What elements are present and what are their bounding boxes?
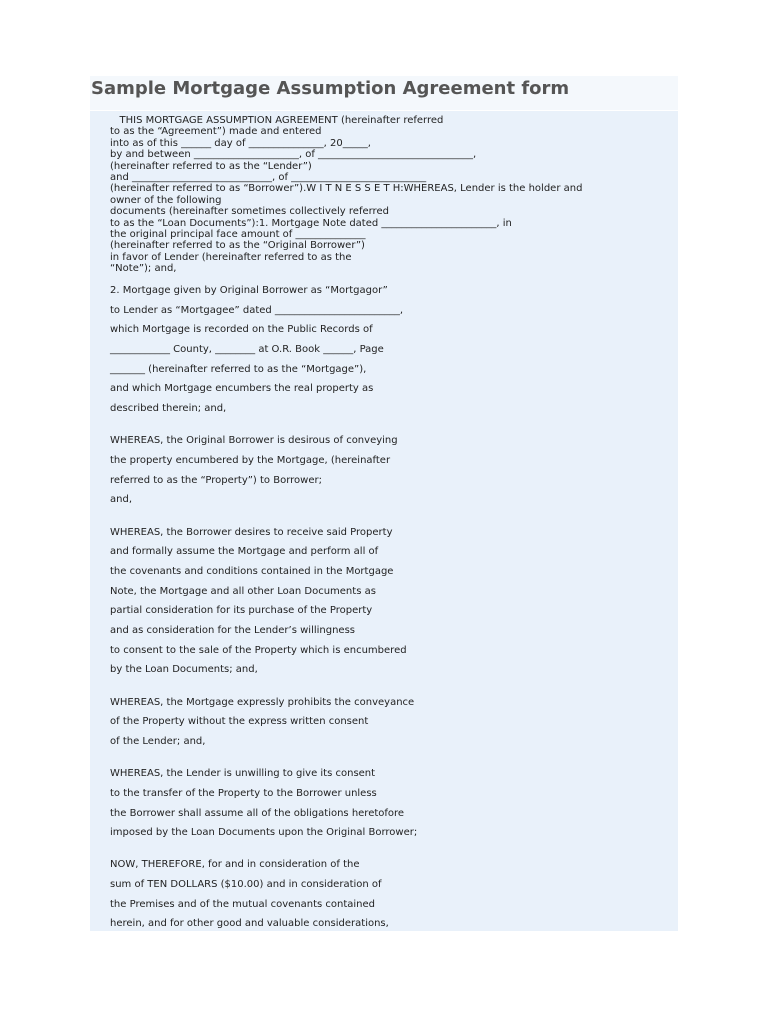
intro-line: (hereinafter referred to as the “Lender”) <box>110 160 312 172</box>
paragraph <box>110 693 417 752</box>
paragraph-line: NOW, THEREFORE, for and in consideration of the <box>110 859 360 871</box>
intro-line: (hereinafter referred to as “Borrower”).W I T N E S S E T H:WHEREAS, Lender is the holder and <box>110 183 583 195</box>
paragraph-line: imposed by the Loan Documents upon the Original Borrower; <box>110 827 418 839</box>
intro-line: (hereinafter referred to as the “Original Borrower”) <box>110 240 365 252</box>
paragraph-line: of the Lender; and, <box>110 735 206 747</box>
paragraph-line: described therein; and, <box>110 403 227 415</box>
paragraph-line: the Borrower shall assume all of the obligations heretofore <box>110 807 405 819</box>
intro-line: to as the “Agreement”) made and entered <box>110 126 322 138</box>
paragraph <box>110 281 417 419</box>
intro-line: to as the “Loan Documents”):1. Mortgage Note dated _______________________, in <box>110 217 512 229</box>
paragraph-line: and which Mortgage encumbers the real property as <box>110 383 374 395</box>
paragraph-line: to the transfer of the Property to the Borrower unless <box>110 787 377 799</box>
paragraph-line: the covenants and conditions contained in the Mortgage <box>110 565 394 577</box>
paragraph-line: WHEREAS, the Mortgage expressly prohibits the conveyance <box>110 696 415 708</box>
paragraph <box>110 855 417 931</box>
paragraph-line: by the Loan Documents; and, <box>110 664 258 676</box>
paragraph-line: WHEREAS, the Borrower desires to receive said Property <box>110 526 393 538</box>
intro-line: and ____________________________, of ___________________________ <box>110 172 427 184</box>
paragraph-line: sum of TEN DOLLARS ($10.00) and in consideration of <box>110 879 382 891</box>
paragraph-line: ____________ County, ________ at O.R. Book ______, Page <box>110 344 384 356</box>
intro-line: “Note”); and, <box>110 263 177 275</box>
paragraphs-block <box>110 281 417 931</box>
paragraph-line: and as consideration for the Lender’s willingness <box>110 625 355 636</box>
paragraph-line: and, <box>110 494 132 506</box>
paragraph-line: referred to as the “Property”) to Borrower; <box>110 474 322 486</box>
paragraph-gap <box>110 752 417 765</box>
paragraph-line: partial consideration for its purchase of the Property <box>110 605 373 617</box>
intro-line: documents (hereinafter sometimes collectively referred <box>110 206 389 218</box>
paragraph-line: Note, the Mortgage and all other Loan Documents as <box>110 585 376 597</box>
paragraph-gap <box>110 843 417 856</box>
document-title: Sample Mortgage Assumption Agreement form <box>91 78 570 99</box>
intro-line: THIS MORTGAGE ASSUMPTION AGREEMENT (hereinafter referred <box>110 115 444 126</box>
document-body <box>90 111 678 931</box>
paragraph-line: WHEREAS, the Original Borrower is desirous of conveying <box>110 435 398 447</box>
paragraph-line: the Premises and of the mutual covenants contained <box>110 898 375 910</box>
intro-line: owner of the following <box>110 194 222 206</box>
paragraph-line: 2. Mortgage given by Original Borrower as “Mortgagor” <box>110 285 388 296</box>
paragraph <box>110 431 417 510</box>
paragraph-line: which Mortgage is recorded on the Public Records of <box>110 324 373 336</box>
paragraph-gap <box>110 419 417 432</box>
paragraph <box>110 764 417 843</box>
paragraph-line: the property encumbered by the Mortgage, (hereinafter <box>110 455 391 466</box>
intro-line: the original principal face amount of ______________ <box>110 229 366 241</box>
paragraph-line: to Lender as “Mortgagee” dated _________________________, <box>110 304 404 316</box>
intro-line: by and between _____________________, of _______________________________, <box>110 149 477 161</box>
paragraph-gap <box>110 680 417 693</box>
intro-line: into as of this ______ day of _______________, 20_____, <box>110 137 371 149</box>
paragraph-line: herein, and for other good and valuable considerations, <box>110 918 389 930</box>
paragraph-line: and formally assume the Mortgage and perform all of <box>110 546 379 558</box>
paragraph-line: _______ (hereinafter referred to as the “Mortgage”), <box>110 363 367 375</box>
paragraph-line: WHEREAS, the Lender is unwilling to give its consent <box>110 768 376 780</box>
intro-line: in favor of Lender (hereinafter referred to as the <box>110 251 352 263</box>
paragraph-line: to consent to the sale of the Property which is encumbered <box>110 644 407 656</box>
intro-block <box>110 115 582 275</box>
paragraph-gap <box>110 510 417 523</box>
paragraph-line: of the Property without the express written consent <box>110 716 369 728</box>
paragraph <box>110 523 417 681</box>
